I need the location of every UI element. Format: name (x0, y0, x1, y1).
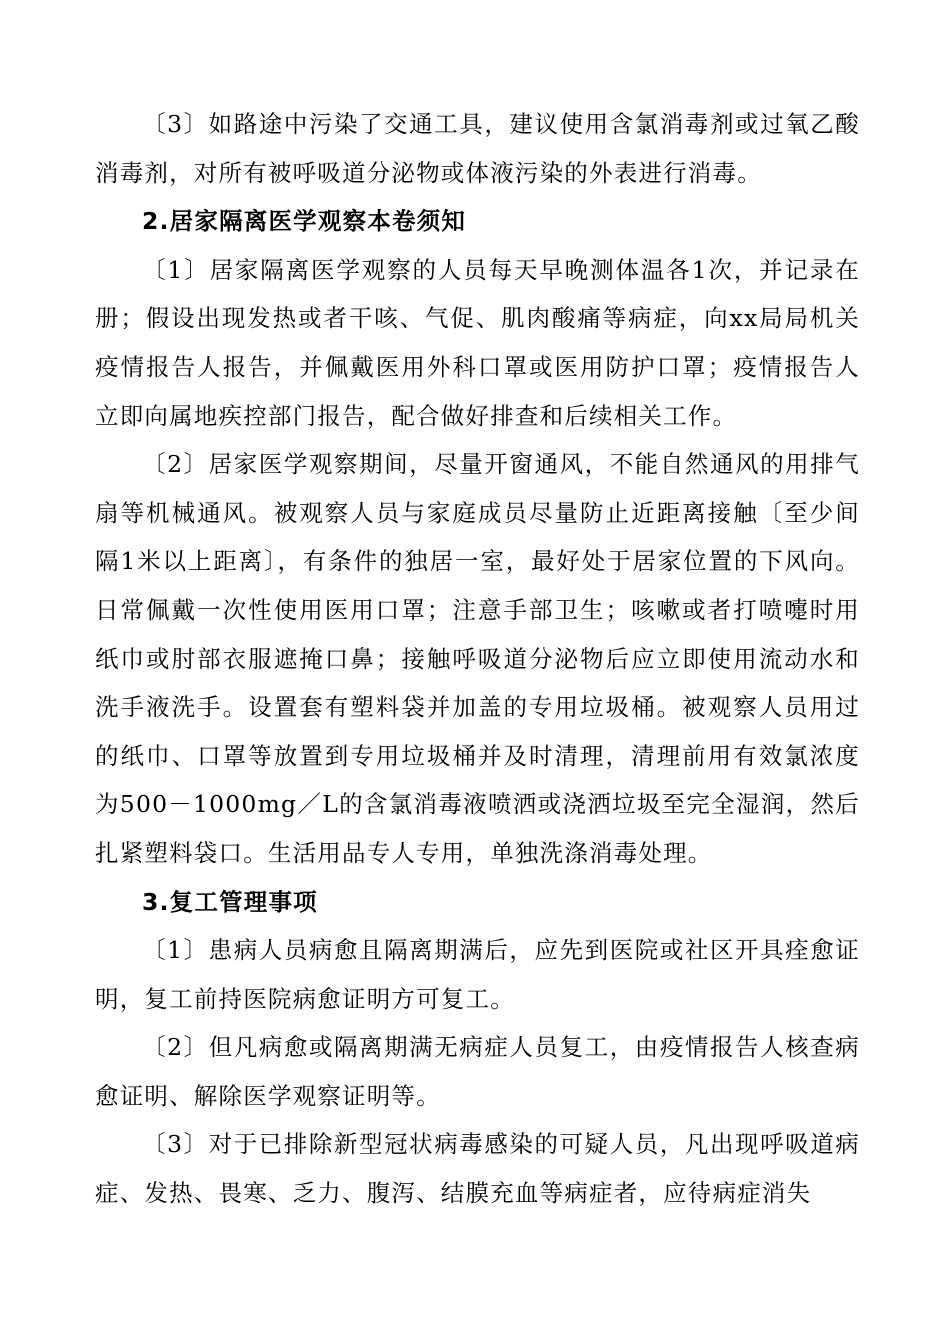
paragraph-recovery-certificate: 〔1〕患病人员病愈且隔离期满后，应先到医院或社区开具痊愈证明，复工前持医院病愈证明方可复工。 (95, 936, 860, 1013)
paragraph-home-observation-measures: 〔2〕居家医学观察期间，尽量开窗通风，不能自然通风的用排气扇等机械通风。被观察人员与家庭成员尽量防止近距离接触〔至少间隔1米以上距离〕，有条件的独居一室，最好处于居家位置的下风向。日常佩戴一次性使用医用口罩；注意手部卫生；咳嗽或者打喷嚏时用纸巾或肘部衣服遮掩口鼻；接触呼吸道分泌物后应立即使用流动水和洗手液洗手。设置套有塑料袋并加盖的专用垃圾桶。被观察人员用过的纸巾、口罩等放置到专用垃圾桶并及时清理，清理前用有效氯浓度为500－1000mg／L的含氯消毒液喷洒或浇洒垃圾至完全湿润，然后扎紧塑料袋口。生活用品专人专用，单独洗涤消毒处理。 (95, 450, 860, 867)
section-heading-return-to-work: 3.复工管理事项 (142, 887, 318, 916)
document-body (95, 100, 860, 1218)
paragraph-temperature-reporting: 〔1〕居家隔离医学观察的人员每天早晚测体温各1次，并记录在册；假设出现发热或者干咳、气促、肌肉酸痛等病症，向xx局局机关疫情报告人报告，并佩戴医用外科口罩或医用防护口罩；疫情报告人立即向属地疾控部门报告，配合做好排查和后续相关工作。 (95, 255, 860, 430)
paragraph-suspected-cases: 〔3〕对于已排除新型冠状病毒感染的可疑人员，凡出现呼吸道病症、发热、畏寒、乏力、腹泻、结膜充血等病症者，应待病症消失 (95, 1130, 860, 1208)
section-heading-home-isolation: 2.居家隔离医学观察本卷须知 (142, 207, 467, 236)
paragraph-vehicle-disinfection: 〔3〕如路途中污染了交通工具，建议使用含氯消毒剂或过氧乙酸消毒剂，对所有被呼吸道分泌物或体液污染的外表进行消毒。 (95, 110, 860, 187)
paragraph-certificate-verification: 〔2〕但凡病愈或隔离期满无病症人员复工，由疫情报告人核查病愈证明、解除医学观察证明等。 (95, 1033, 860, 1110)
